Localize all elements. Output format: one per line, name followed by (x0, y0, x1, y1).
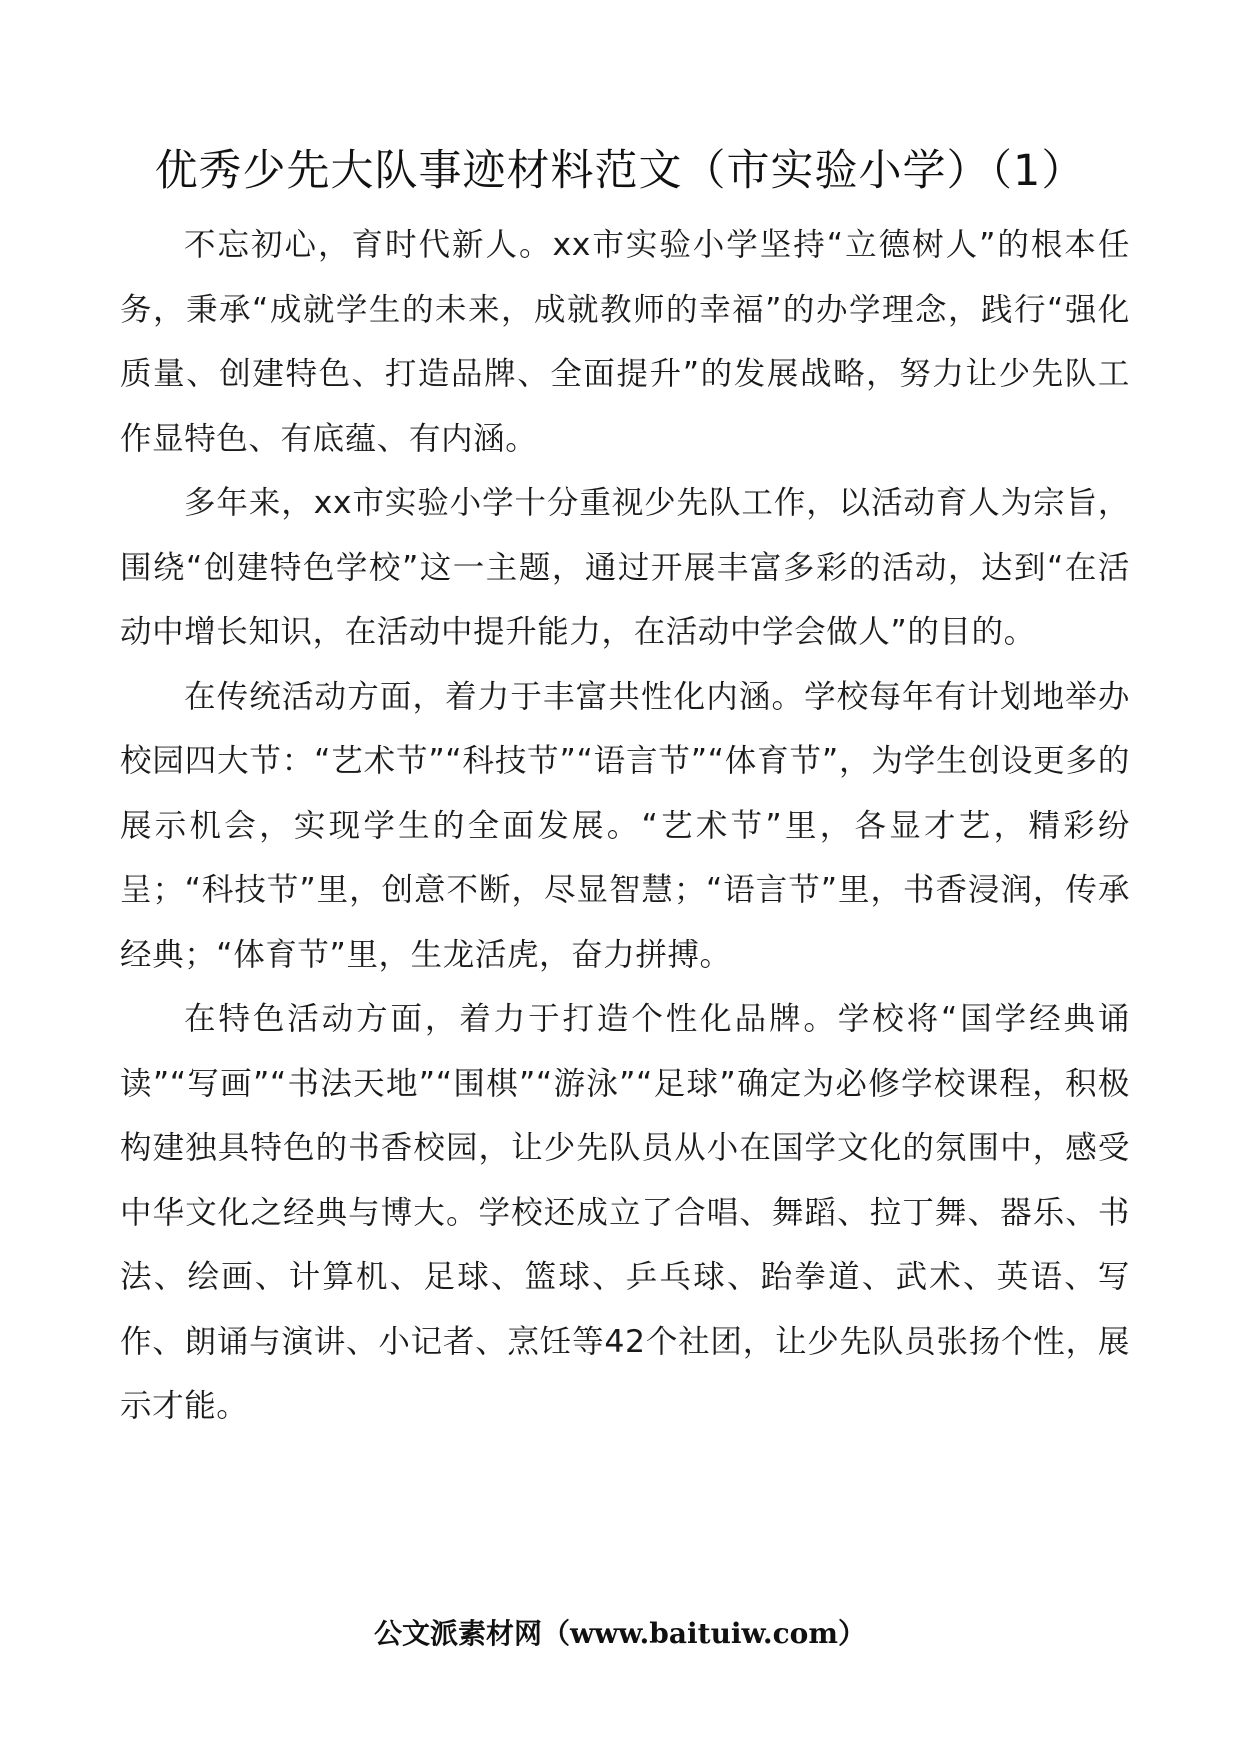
paragraph-1: 不忘初心，育时代新人。xx市实验小学坚持“立德树人”的根本任务，秉承“成就学生的未来，成就教师的幸福”的办学理念，践行“强化质量、创建特色、打造品牌、全面提升”的发展战略，努力让少先队工作显特色、有底蕴、有内涵。 (120, 227, 1130, 457)
paragraph-4: 在特色活动方面，着力于打造个性化品牌。学校将“国学经典诵读”“写画”“书法天地”“围棋”“游泳”“足球”确定为必修学校课程，积极构建独具特色的书香校园，让少先队员从小在国学文化的氛围中，感受中华文化之经典与博大。学校还成立了合唱、舞蹈、拉丁舞、器乐、书法、绘画、计算机、足球、篮球、乒乓球、跆拳道、武术、英语、写作、朗诵与演讲、小记者、烹饪等42个社团，让少先队员张扬个性，展示才能。 (120, 1001, 1130, 1424)
footer-source: 公文派素材网（www.baituiw.com） (374, 1617, 866, 1650)
document-title: 优秀少先大队事迹材料范文（市实验小学）（1） (154, 146, 1086, 196)
paragraph-2: 多年来，xx市实验小学十分重视少先队工作，以活动育人为宗旨，围绕“创建特色学校”这一主题，通过开展丰富多彩的活动，达到“在活动中增长知识，在活动中提升能力，在活动中学会做人”的目的。 (120, 485, 1130, 650)
paragraph-3: 在传统活动方面，着力于丰富共性化内涵。学校每年有计划地举办校园四大节：“艺术节”“科技节”“语言节”“体育节”，为学生创设更多的展示机会，实现学生的全面发展。“艺术节”里，各显才艺，精彩纷呈；“科技节”里，创意不断，尽显智慧；“语言节”里，书香浸润，传承经典；“体育节”里，生龙活虎，奋力拼搏。 (120, 678, 1130, 973)
document-body (120, 213, 1130, 1439)
